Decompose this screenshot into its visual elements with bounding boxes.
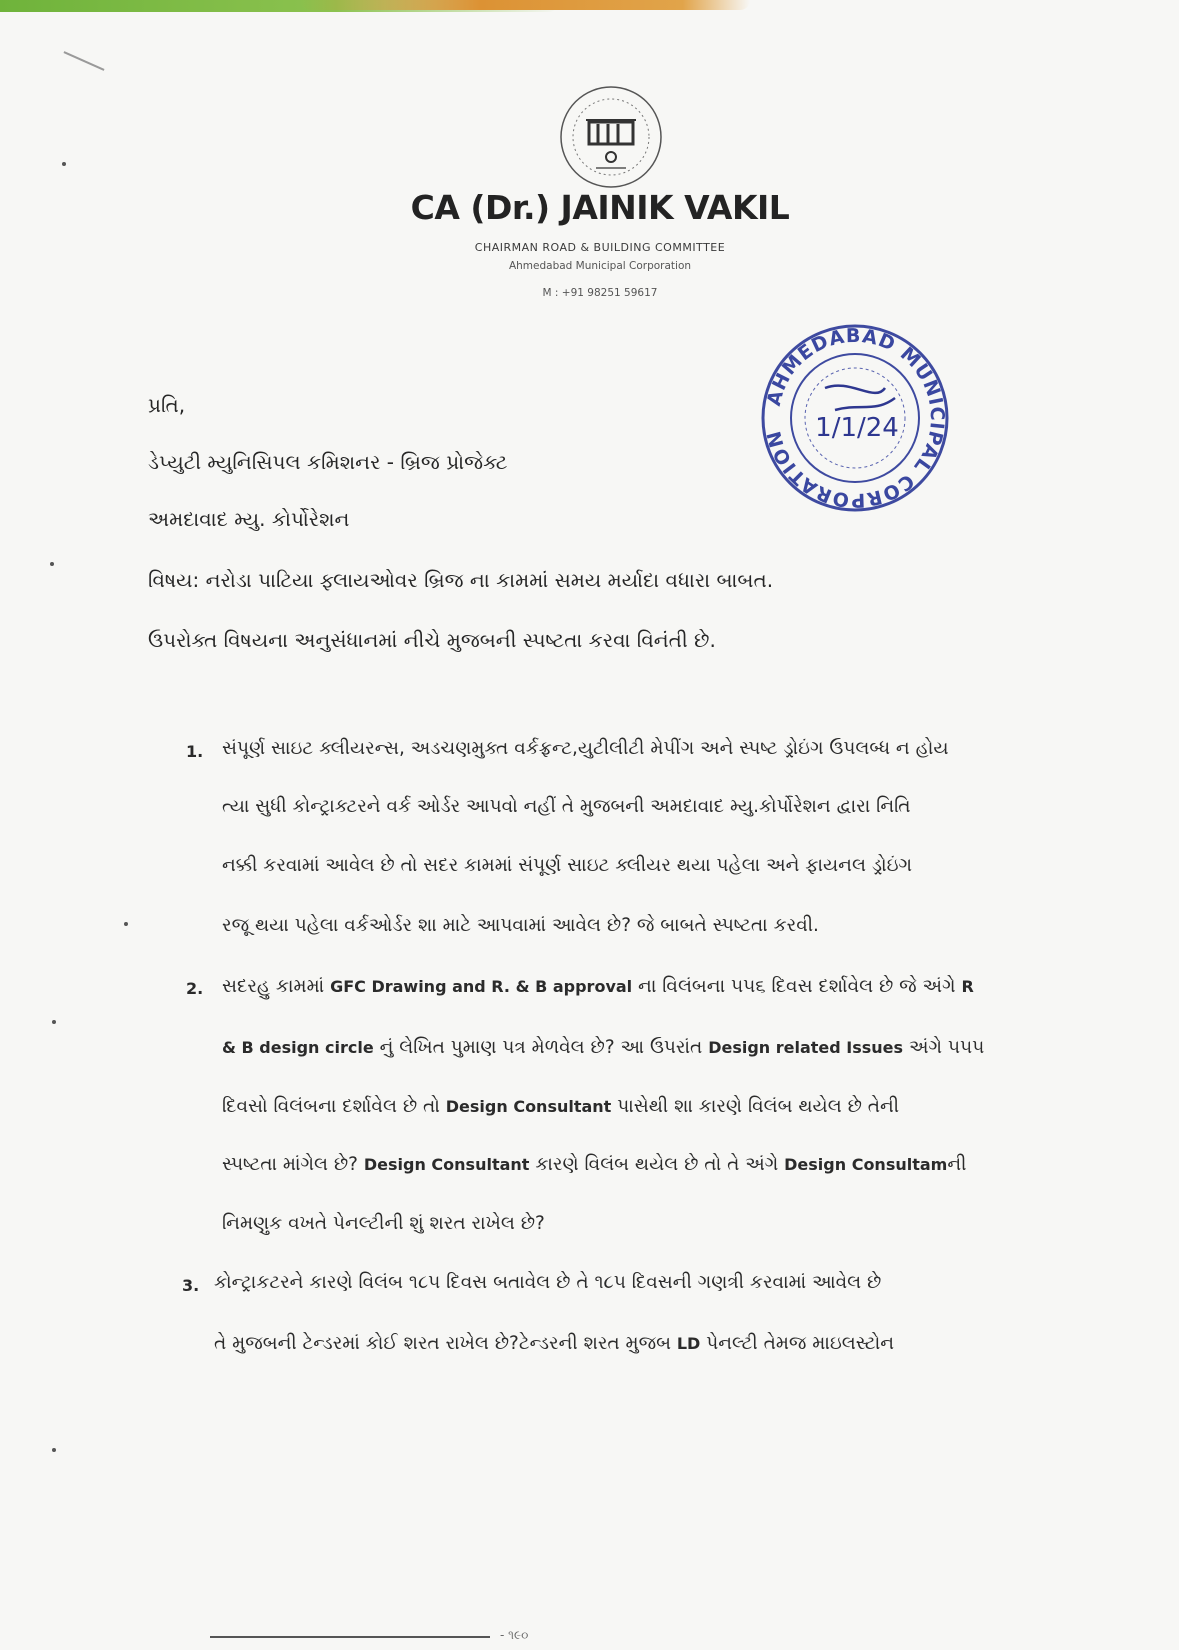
item-1-line: રજૂ થયા પહેલા વર્કઓર્ડર શા માટે આપવામાં આવેલ છે? જે બાબતે સ્પષ્ટતા કરવી.: [222, 915, 819, 936]
item-2-bold-text: Design Consultant: [363, 1155, 530, 1174]
item-1-line: નક્કી કરવામાં આવેલ છે તો સદર કામમાં સંપૂર્ણ સાઇટ ક્લીયર થયા પહેલા અને ફાયનલ ડ્રોઇંગ: [222, 855, 913, 876]
item-1-line: ત્યા સુધી કોન્ટ્રાક્ટરને વર્ક ઓર્ડર આપવો નહીં તે મુજબની અમદાવાદ મ્યુ.કોર્પોરેશન દ્વારા નિતિ: [222, 796, 911, 817]
margin-dot: [62, 162, 66, 166]
item-2-text: ની: [947, 1154, 967, 1175]
item-2-text: સદરહુ કામમાં: [222, 976, 331, 997]
item-3-text: પેનલ્ટી તેમજ માઇલસ્ટોન: [700, 1333, 895, 1354]
item-2-bold-text: Design Consultam: [784, 1155, 948, 1174]
stamp-date: 1/1/24: [815, 413, 899, 443]
item-2-text: નું લેખિત પુમાણ પત્ર મેળવેલ છે? આ ઉપરાંત: [373, 1037, 709, 1058]
item-2-line: [222, 976, 974, 997]
sender-designation: CHAIRMAN ROAD & BUILDING COMMITTEE: [474, 241, 726, 254]
addressee-line-2: અમદાવાદ મ્યુ. કોર્પોરેશન: [148, 507, 350, 531]
item-2-text: અંગે ૫૫૫: [903, 1037, 985, 1058]
item-number: 2.: [186, 979, 204, 998]
item-2-line: નિમણુક વખતે પેનલ્ટીની શું શરત રાખેલ છે?: [222, 1213, 545, 1234]
item-3-line: કોન્ટ્રાકટરને કારણે વિલંબ ૧૮૫ દિવસ બતાવેલ છે તે ૧૮૫ દિવસની ગણત્રી કરવામાં આવેલ છે: [214, 1272, 882, 1293]
margin-dot: [52, 1448, 56, 1452]
item-1-line: સંપૂર્ણ સાઇટ ક્લીયરન્સ, અડચણમુક્ત વર્કફ્રન્ટ,યુટીલીટી મેપીંગ અને સ્પષ્ટ ડ્રોઇંગ ઉપલબ્ધ ન હોય: [222, 738, 949, 759]
salutation: પ્રતિ,: [148, 393, 186, 417]
item-2-line: [222, 1154, 966, 1175]
stamp-text: AHMEDABAD MUNICIPAL CORPORATION: [762, 324, 949, 512]
item-2-bold-text: Design Consultant: [445, 1097, 612, 1116]
item-2-text: કારણે વિલંબ થયેલ છે તો તે અંગે: [529, 1154, 785, 1175]
item-2-bold-text: GFC Drawing and R. & B approval: [330, 977, 633, 996]
item-number: 1.: [186, 742, 204, 761]
item-2-line: [222, 1037, 984, 1058]
sender-mobile: M : +91 98251 59617: [542, 287, 658, 299]
sender-organization: Ahmedabad Municipal Corporation: [508, 260, 692, 272]
emblem-seal-icon: [556, 82, 666, 192]
margin-dot: [124, 922, 128, 926]
item-3-bold-text: LD: [676, 1334, 701, 1353]
subject-line: વિષય: નરોડા પાટિયા ફ્લાયઓવર બ્રિજ ના કામમાં સમય મર્યાદા વધારા બાબત.: [148, 568, 774, 592]
corporation-stamp-icon: [755, 318, 955, 518]
item-2-text: ના વિલંબના ૫૫૬ દિવસ દર્શાવેલ છે જે અંગે: [632, 976, 962, 997]
scan-mark: [63, 51, 104, 71]
item-3-text: તે મુજબની ટેન્ડરમાં કોઈ શરત રાખેલ છે?ટેન્ડરની શરત મુજબ: [214, 1333, 677, 1354]
item-2-line: [222, 1096, 899, 1117]
item-2-text: દિવસો વિલંબના દર્શાવેલ છે તો: [222, 1096, 446, 1117]
item-number: 3.: [182, 1276, 200, 1295]
item-2-bold-text: & B design circle: [222, 1038, 374, 1057]
top-orange-band: [300, 0, 750, 10]
item-2-bold-text: R: [961, 977, 974, 996]
item-2-bold-text: Design related Issues: [708, 1038, 904, 1057]
addressee-line-1: ડેપ્યુટી મ્યુનિસિપલ કમિશનર - બ્રિજ પ્રોજેક્ટ: [148, 450, 508, 474]
item-2-text: પાસેથી શા કારણે વિલંબ થયેલ છે તેની: [611, 1096, 900, 1117]
item-3-line: [214, 1333, 894, 1354]
margin-dot: [50, 562, 54, 566]
footer-rule: [210, 1636, 490, 1638]
footer-page-mark: - ૧૯૦: [500, 1628, 529, 1642]
intro-line: ઉપરોક્ત વિષયના અનુસંધાનમાં નીચે મુજબની સ્પષ્ટતા કરવા વિનંતી છે.: [148, 628, 716, 652]
sender-name: CA (Dr.) JAINIK VAKIL: [410, 188, 790, 227]
margin-dot: [52, 1020, 56, 1024]
item-2-text: સ્પષ્ટતા માંગેલ છે?: [222, 1154, 364, 1175]
